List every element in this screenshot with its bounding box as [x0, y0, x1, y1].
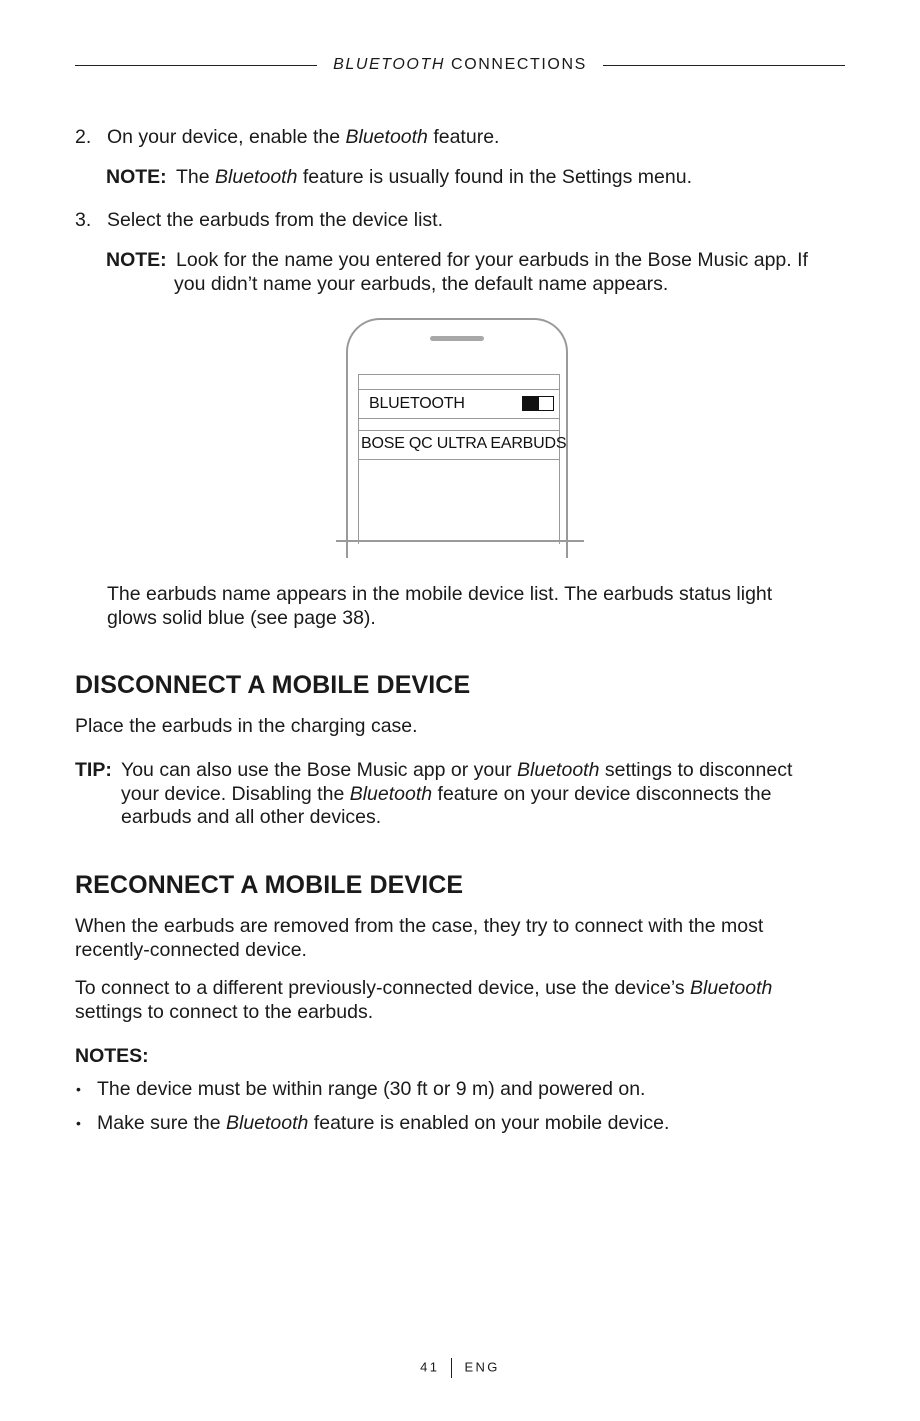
- reconnect-p1-line1: When the earbuds are removed from the case, they try to connect with the most: [75, 915, 764, 937]
- step-3-number: 3.: [75, 209, 92, 231]
- disconnect-heading: DISCONNECT A MOBILE DEVICE: [75, 671, 471, 699]
- reconnect-p1-line2: recently-connected device.: [75, 938, 307, 961]
- phone-base-line: [336, 540, 584, 542]
- disconnect-tip: [75, 759, 855, 830]
- disconnect-body: Place the earbuds in the charging case.: [75, 715, 418, 737]
- header-title-rest: CONNECTIONS: [445, 56, 587, 73]
- screen-divider: [358, 459, 560, 460]
- tip-line2: your device. Disabling the Bluetooth feature on your device disconnects the: [121, 782, 772, 805]
- step-3-text: Select the earbuds from the device list.: [107, 209, 444, 231]
- tip-line3: earbuds and all other devices.: [121, 806, 382, 828]
- bluetooth-setting-label: BLUETOOTH: [369, 395, 465, 412]
- note-label: NOTE:: [106, 166, 167, 188]
- reconnect-p2-line2: settings to connect to the earbuds.: [75, 1000, 374, 1023]
- phone-speaker: [430, 336, 484, 341]
- step-2-text: On your device, enable the Bluetooth feature.: [107, 126, 500, 148]
- result-line2: glows solid blue (see page 38).: [107, 606, 376, 629]
- screen-divider: [358, 418, 560, 419]
- footer-separator: [451, 1358, 452, 1378]
- reconnect-paragraph-2: [75, 977, 772, 1024]
- tip-line1: You can also use the Bose Music app or your Bluetooth settings to disconnect: [121, 759, 793, 781]
- reconnect-heading: RECONNECT A MOBILE DEVICE: [75, 871, 464, 899]
- bullet-item-2: Make sure the Bluetooth feature is enabled on your mobile device.: [97, 1112, 670, 1134]
- bluetooth-toggle: [522, 396, 554, 411]
- result-text: [107, 583, 772, 630]
- step-3-note: [106, 249, 846, 296]
- header-title-italic: BLUETOOTH: [333, 56, 446, 73]
- screen-divider: [358, 430, 560, 431]
- tip-label: TIP:: [75, 759, 112, 781]
- notes-label: NOTES:: [75, 1045, 149, 1067]
- bullet-item-1: The device must be within range (30 ft or 9 m) and powered on.: [97, 1078, 646, 1100]
- device-list-item: BOSE QC ULTRA EARBUDS: [361, 435, 567, 452]
- step-2-note: [106, 166, 846, 190]
- bullet-marker: •: [76, 1115, 81, 1131]
- note-label: NOTE:: [106, 249, 167, 271]
- screen-divider: [358, 389, 560, 390]
- bullet-marker: •: [76, 1081, 81, 1097]
- step-2-note-text: The Bluetooth feature is usually found in the Settings menu.: [176, 166, 693, 188]
- page-footer: [0, 1358, 920, 1378]
- language-code: ENG: [464, 1359, 500, 1375]
- step-3-note-line2: you didn’t name your earbuds, the default name appears.: [174, 272, 669, 295]
- page-number: 41: [420, 1359, 440, 1375]
- reconnect-paragraph-1: [75, 915, 763, 962]
- result-line1: The earbuds name appears in the mobile device list. The earbuds status light: [107, 583, 773, 605]
- section-header: [0, 55, 920, 75]
- step-2-number: 2.: [75, 126, 92, 148]
- reconnect-p2-line1: To connect to a different previously-connected device, use the device’s Bluetooth: [75, 977, 773, 999]
- step-3-note-line1: Look for the name you entered for your earbuds in the Bose Music app. If: [176, 249, 808, 271]
